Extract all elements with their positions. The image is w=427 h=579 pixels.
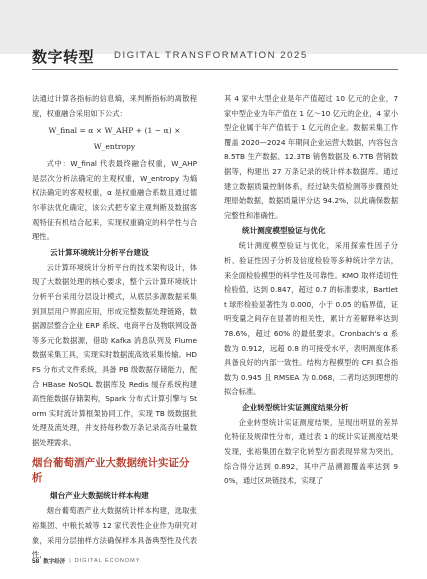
paragraph: 统计测度模型验证与优化，采用探索性因子分析、验证性因子分析及信度检验等多种统计学方法，来全面检验模型的科学性及可靠性。KMO 取样适切性检验值，达到 0.847，超过 0.7 的标准要求，Bartlett 球形检验显著性为 0.000，小于 0.05 的临界值，证明变量之间存在显著的相关性，累计方差解释率达到 78.6%，超过 60% 的最低要求。Cronbach's α 系数为 0.912，远超 0.8 的可接受水平，表明测度体系具备良好的内部一致性。结构方程模型的 CFI 拟合指数为 0.945 且 RMSEA 为 0.068，二者均达到理想的拟合标准。 <box>224 241 398 397</box>
weight-formula: W_final = α × W_AHP + (1 − α) × W_entropy <box>48 126 181 152</box>
footer-magazine-en: DIGITAL ECONOMY <box>74 558 141 564</box>
header-rule <box>32 69 398 70</box>
paragraph: 式中：W_final 代表最终融合权重，W_AHP 是层次分析法确定的主观权重，W_entropy 为熵权法确定的客观权重，α 是权重融合系数且通过德尔菲法优化确定，该公式把专家主观判断及数据客观特征有机结合起来，实现权重确定的科学性与合理性。 <box>32 159 197 242</box>
section-heading: 企业转型统计实证测度结果分析 <box>242 402 349 412</box>
magazine-title: 数字转型 <box>32 48 95 66</box>
major-heading: 烟台葡萄酒产业大数据统计实证分析 <box>32 457 190 485</box>
section-heading: 烟台产业大数据统计样本构建 <box>50 491 149 501</box>
section-heading: 云计算环境统计分析平台建设 <box>50 247 149 257</box>
paragraph: 云计算环境统计分析平台的技术架构设计，体现了大数据处理的核心要求，整个云计算环境统计分析平台采用分层设计模式，从底层多源数据采集到顶层用户界面应用，形成完整数据处理链路，数据源层整合企业 ERP 系统、电商平台及物联网设备等多元化数据源，借助 Kafka 消息队列及 Flume 数据采集工具，实现实时数据流高效采集传输。HDFS 分布式文件系统，具备 PB 级数据存储能力，配合 HBase NoSQL 数据库及 Redis 缓存系统构建高性能数据存储架构，Spark 分布式计算引擎与 Storm 实时流计算框架协同工作，实现 TB 级数据批处理及流处理，并支持每秒数万条记录高吞吐量数据处理需求。 <box>32 262 197 447</box>
magazine-subtitle: DIGITAL TRANSFORMATION 2025 <box>114 50 308 61</box>
paragraph: 法通过计算各指标的信息熵，来判断指标的离散程度，权重融合采用如下公式： <box>32 94 197 118</box>
right-column <box>224 92 398 489</box>
page-number: 58 <box>32 557 40 565</box>
footer-magazine-name: 数字经济 <box>43 559 66 565</box>
paragraph: 其 4 家中大型企业是年产值超过 10 亿元的企业，7 家中型企业为年产值在 1 亿～10 亿元的企业，4 家小型企业属于年产值低于 1 亿元的企业。数据采集工作覆盖 2020—2024 年期间企业运营大数据，内容包含 8.5TB 生产数据、12.3TB 销售数据及 6.7TB 营销数据等，构建出 27 万条记录的统计样本数据库。通过建立数据质量控制体系，经过缺失值检测等步骤预处理原始数据，数据质量评分达 94.2%，以此确保数据完整性和准确性。 <box>224 94 398 220</box>
paragraph: 烟台葡萄酒产业大数据统计样本构建，选取张裕集团、中粮长城等 12 家代表性企业作为研究对象，采用分层抽样方法确保样本具备典型性及代表性， <box>32 506 197 560</box>
footer-separator: | <box>69 558 71 564</box>
page-footer <box>32 556 398 566</box>
left-column <box>32 92 197 563</box>
section-heading: 统计测度模型验证与优化 <box>242 226 326 236</box>
paragraph: 企业转型统计实证测度结果，呈现出明显的差异化特征及规律性分布，通过表 1 的统计实证测度结果发现，张裕集团在数字化转型方面表现异常为突出，综合得分达到 0.892，其中产品溯源覆盖率达到 90%，通过区块链技术，实现了 <box>224 417 398 486</box>
